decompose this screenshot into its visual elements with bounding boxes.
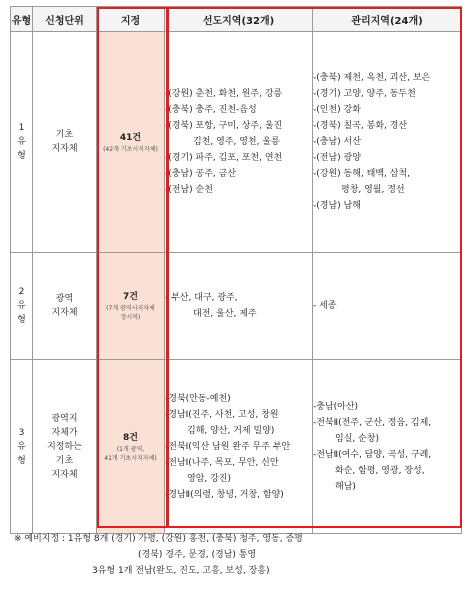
lead-region-line: -전북Ⅰ(익산 남원 완주 무주 부안 bbox=[165, 441, 291, 452]
lead-regions-cell bbox=[165, 360, 313, 534]
unit-label: 광역지 bbox=[51, 413, 78, 424]
management-region-line: 해남) bbox=[335, 481, 356, 492]
unit-label: 지정하는 bbox=[47, 441, 82, 452]
lead-region-line: -전남Ⅰ(나주, 목포, 무안, 신안 bbox=[165, 457, 279, 468]
unit-label: 지자체 bbox=[51, 308, 78, 318]
management-regions-cell bbox=[313, 32, 462, 253]
type-label: 2 bbox=[18, 287, 25, 297]
management-region-line: -(인천) 강화 bbox=[313, 105, 361, 115]
designation-table bbox=[10, 6, 462, 534]
lead-region-line: -(경북) 포항, 구미, 상주, 울진 bbox=[165, 121, 283, 131]
type-cell bbox=[11, 360, 33, 534]
management-region-line: 화순, 함평, 영광, 장성, bbox=[335, 465, 425, 476]
management-region-line: 평창, 영월, 정선 bbox=[341, 185, 405, 195]
type-cell bbox=[11, 253, 33, 360]
header-unit: 신청단위 bbox=[33, 7, 97, 32]
lead-region-line: -경남Ⅰ(진주, 사천, 고성, 창원 bbox=[165, 409, 279, 420]
unit-cell bbox=[33, 32, 97, 253]
management-region-line: 임실, 순창) bbox=[335, 433, 380, 444]
lead-region-line: -(충남) 공주, 금산 bbox=[165, 169, 237, 179]
unit-cell bbox=[33, 253, 97, 360]
designation-note: (1개 광역, bbox=[116, 445, 145, 453]
header-type: 유형 bbox=[11, 7, 33, 32]
lead-region-line: -(경기) 파주, 김포, 포천, 연천 bbox=[165, 153, 283, 163]
type-label: 형 bbox=[17, 455, 26, 466]
header-management: 관리지역(24개) bbox=[313, 7, 462, 32]
management-region-line: -(경남) 남해 bbox=[313, 201, 361, 211]
lead-region-line: -경남Ⅱ(의령, 창녕, 거창, 함양) bbox=[165, 489, 284, 500]
unit-label: 지자체 bbox=[51, 144, 78, 154]
management-regions-cell bbox=[313, 253, 462, 360]
lead-regions-cell bbox=[165, 253, 313, 360]
management-region-line: -(충북) 제천, 옥천, 괴산, 보은 bbox=[313, 73, 431, 83]
designation-count: 8건 bbox=[123, 432, 138, 443]
type-label: 유 bbox=[17, 137, 26, 147]
management-regions-cell bbox=[313, 360, 462, 534]
management-region-line: -전남Ⅱ(여수, 담양, 곡성, 구례, bbox=[313, 449, 432, 460]
type-label: 1 bbox=[18, 123, 25, 133]
lead-region-line: 김해, 양산, 거제 밀양) bbox=[187, 425, 275, 436]
lead-regions-cell bbox=[165, 32, 313, 253]
lead-region-line: -경북(안동-예천) bbox=[165, 393, 231, 404]
lead-region-line: 영암, 강진) bbox=[187, 473, 232, 484]
designation-note: (7개 광역시지자체 bbox=[106, 305, 155, 312]
type-label: 유 bbox=[17, 301, 26, 311]
note-line: (경북) 경주, 문경, (경남) 통영 bbox=[138, 550, 257, 560]
lead-region-line: - 부산, 대구, 광주, bbox=[165, 293, 238, 303]
note-line: ※ 예비지정 : 1유형 8개 (경기) 가평, (강원) 홍천, (충북) 청주, 영동, 증평 bbox=[14, 534, 303, 544]
note-line: 3유형 1개 전남(완도, 진도, 고흥, 보성, 장흥) bbox=[92, 566, 270, 576]
management-region-line: -(경기) 고양, 양주, 동두천 bbox=[313, 89, 416, 99]
designation-cell bbox=[97, 253, 165, 360]
designation-cell bbox=[97, 32, 165, 253]
designation-note: 장시역) bbox=[120, 314, 141, 321]
management-region-line: -전북Ⅱ(전주, 군산, 정읍, 김제, bbox=[313, 417, 432, 428]
designation-cell bbox=[97, 360, 165, 534]
type-label: 유 bbox=[17, 441, 26, 452]
management-region-line: -(전남) 광양 bbox=[313, 153, 361, 163]
type-label: 형 bbox=[17, 151, 26, 161]
table-row bbox=[11, 32, 462, 253]
unit-label: 자체가 bbox=[51, 427, 78, 438]
unit-label: 지자체 bbox=[51, 469, 78, 480]
management-region-line: -충남(아산) bbox=[313, 401, 359, 412]
unit-cell bbox=[33, 360, 97, 534]
management-region-line: -(강원) 동해, 태백, 삼척, bbox=[313, 169, 410, 179]
designation-note: 41개 기초시지자체) bbox=[104, 454, 157, 462]
lead-region-line: -(충북) 충주, 진천-음성 bbox=[165, 105, 257, 115]
lead-region-line: -(전남) 순천 bbox=[165, 185, 213, 195]
unit-label: 기초 bbox=[55, 455, 74, 466]
unit-label: 기초 bbox=[55, 130, 74, 140]
table-row bbox=[11, 360, 462, 534]
lead-region-line: 대전, 울산, 제주 bbox=[193, 309, 257, 319]
table-row bbox=[11, 253, 462, 360]
management-region-line: - 세종 bbox=[313, 301, 337, 311]
type-label: 3 bbox=[18, 427, 25, 438]
lead-region-line: -(강원) 춘천, 화천, 원주, 강릉 bbox=[165, 89, 283, 99]
type-label: 형 bbox=[17, 315, 26, 325]
notes bbox=[14, 531, 464, 579]
type-cell bbox=[11, 32, 33, 253]
designation-count: 7건 bbox=[123, 292, 138, 302]
management-region-line: -(경북) 칠곡, 봉화, 경산 bbox=[313, 121, 408, 131]
lead-region-line: 김천, 영주, 영천, 울릉 bbox=[193, 137, 280, 147]
header-designation: 지정 bbox=[97, 7, 165, 32]
designation-note: (42개 기초시지자체) bbox=[103, 145, 158, 153]
designation-count: 41건 bbox=[119, 132, 142, 143]
header-row bbox=[11, 7, 462, 32]
unit-label: 광역 bbox=[55, 294, 74, 304]
management-region-line: -(충남) 서산 bbox=[313, 137, 361, 147]
header-lead: 선도지역(32개) bbox=[165, 7, 313, 32]
